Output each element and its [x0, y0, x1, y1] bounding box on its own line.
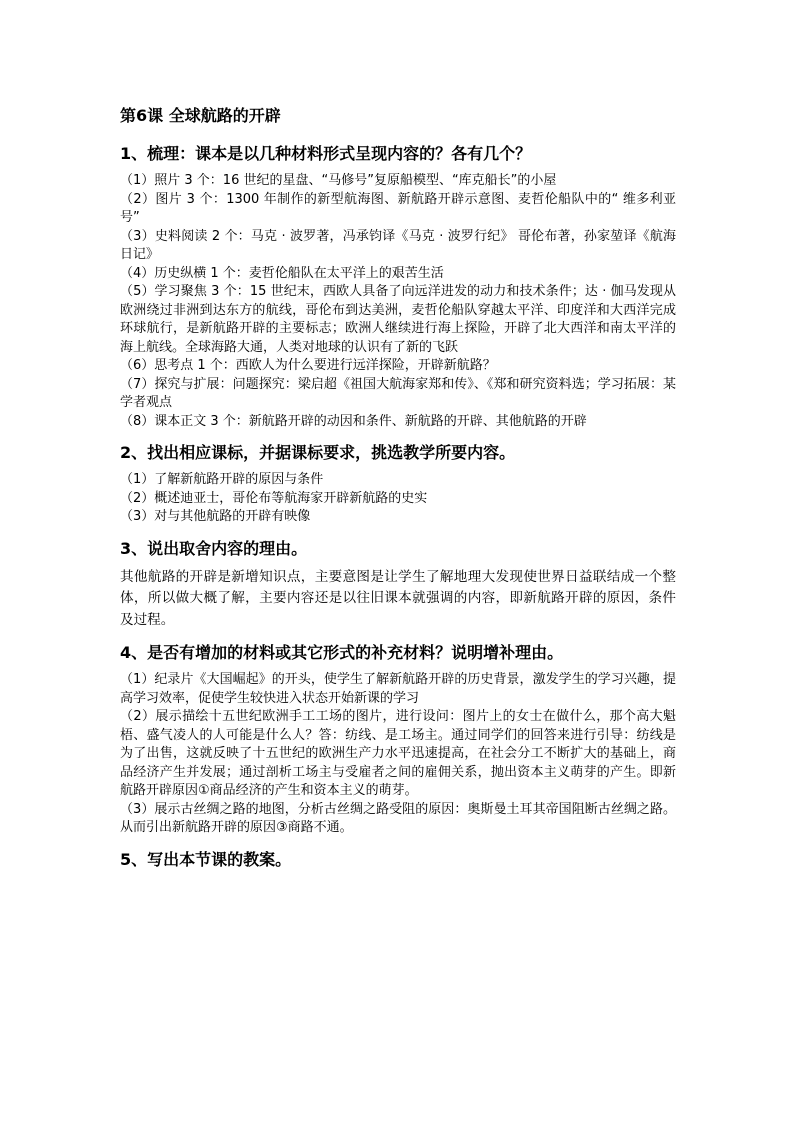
section-5	[120, 848, 676, 872]
list-item: （2）图片 3 个：1300 年制作的新型航海图、新航路开辟示意图、麦哲伦船队中的“ 维多利亚号”	[120, 191, 676, 225]
list-item: （3）对与其他航路的开辟有映像	[120, 509, 311, 524]
list-item: （3）展示古丝绸之路的地图，分析古丝绸之路受阻的原因：奥斯曼土耳其帝国阻断古丝绸之路。从而引出新航路开辟的原因③商路不通。	[120, 801, 676, 835]
list-item: （2）展示描绘十五世纪欧洲手工工场的图片，进行设问：图片上的女士在做什么，那个高大魁梧、盛气凌人的人可能是什么人？答：纺线、是工场主。通过同学们的回答来进行引导：纺线是为了出售，这就反映了十五世纪的欧洲生产力水平迅速提高，在社会分工不断扩大的基础上，商品经济产生并发展；通过剖析工场主与受雇者之间的雇佣关系，抛出资本主义萌芽的产生。即新航路开辟原因①商品经济的产生和资本主义的萌芽。	[120, 709, 676, 798]
list-item: （6）思考点 1 个：西欧人为什么要进行远洋探险，开辟新航路？	[120, 358, 496, 373]
section-heading: 1、梳理：课本是以几种材料形式呈现内容的？各有几个？	[120, 144, 532, 163]
section-1	[120, 142, 676, 431]
document-page	[120, 104, 676, 878]
section-heading: 3、说出取舍内容的理由。	[120, 538, 308, 558]
list-item: （8）课本正文 3 个：新航路开辟的动因和条件、新航路的开辟、其他航路的开辟	[120, 413, 587, 429]
lesson-title: 第6课 全球航路的开辟	[120, 106, 281, 125]
section-3	[120, 537, 676, 632]
section-heading: 5、写出本节课的教案。	[120, 849, 292, 869]
section-2	[120, 441, 676, 527]
list-item: （4）历史纵横 1 个：麦哲伦船队在太平洋上的艰苦生活	[120, 265, 444, 281]
list-item: （5）学习聚焦 3 个：15 世纪末，西欧人具备了向远洋进发的动力和技术条件；达 · 伽马发现从欧洲绕过非洲到达东方的航线，哥伦布到达美洲，麦哲伦船队穿越太平洋、印度洋和大西洋完成环球航行，是新航路开辟的主要标志；欧洲人继续进行海上探险，开辟了北大西洋和南太平洋的海上航线。全球海路大通，人类对地球的认识有了新的飞跃	[120, 284, 676, 355]
list-item: （3）史料阅读 2 个：马克 · 波罗著，冯承钧译《马克 · 波罗行纪》 哥伦布著，孙家堃译《航海日记》	[120, 228, 676, 262]
list-item: （2）概述迪亚士，哥伦布等航海家开辟新航路的史实	[120, 490, 428, 506]
section-4	[120, 641, 676, 838]
list-item: （1）了解新航路开辟的原因与条件	[120, 472, 324, 487]
list-item: （1）纪录片《大国崛起》的开头，使学生了解新航路开辟的历史背景，激发学生的学习兴趣，提高学习效率，促使学生较快进入状态开始新课的学习	[120, 672, 676, 706]
list-item: （7）探究与扩展：问题探究：梁启超《祖国大航海家郑和传》、《郑和研究资料选；学习拓展：某学者观点	[120, 376, 676, 410]
list-item: （1）照片 3 个：16 世纪的星盘、“马修号”复原船模型、“库克船长”的小屋	[120, 173, 557, 188]
section-heading: 2、找出相应课标，并据课标要求，挑选教学所要内容。	[120, 443, 516, 462]
section-heading: 4、是否有增加的材料或其它形式的补充材料？说明增补理由。	[120, 643, 564, 662]
body-paragraph: 其他航路的开辟是新增知识点，主要意图是让学生了解地理大发现使世界日益联结成一个整体，所以做大概了解，主要内容还是以往旧课本就强调的内容，即新航路开辟的原因，条件及过程。	[120, 568, 676, 628]
